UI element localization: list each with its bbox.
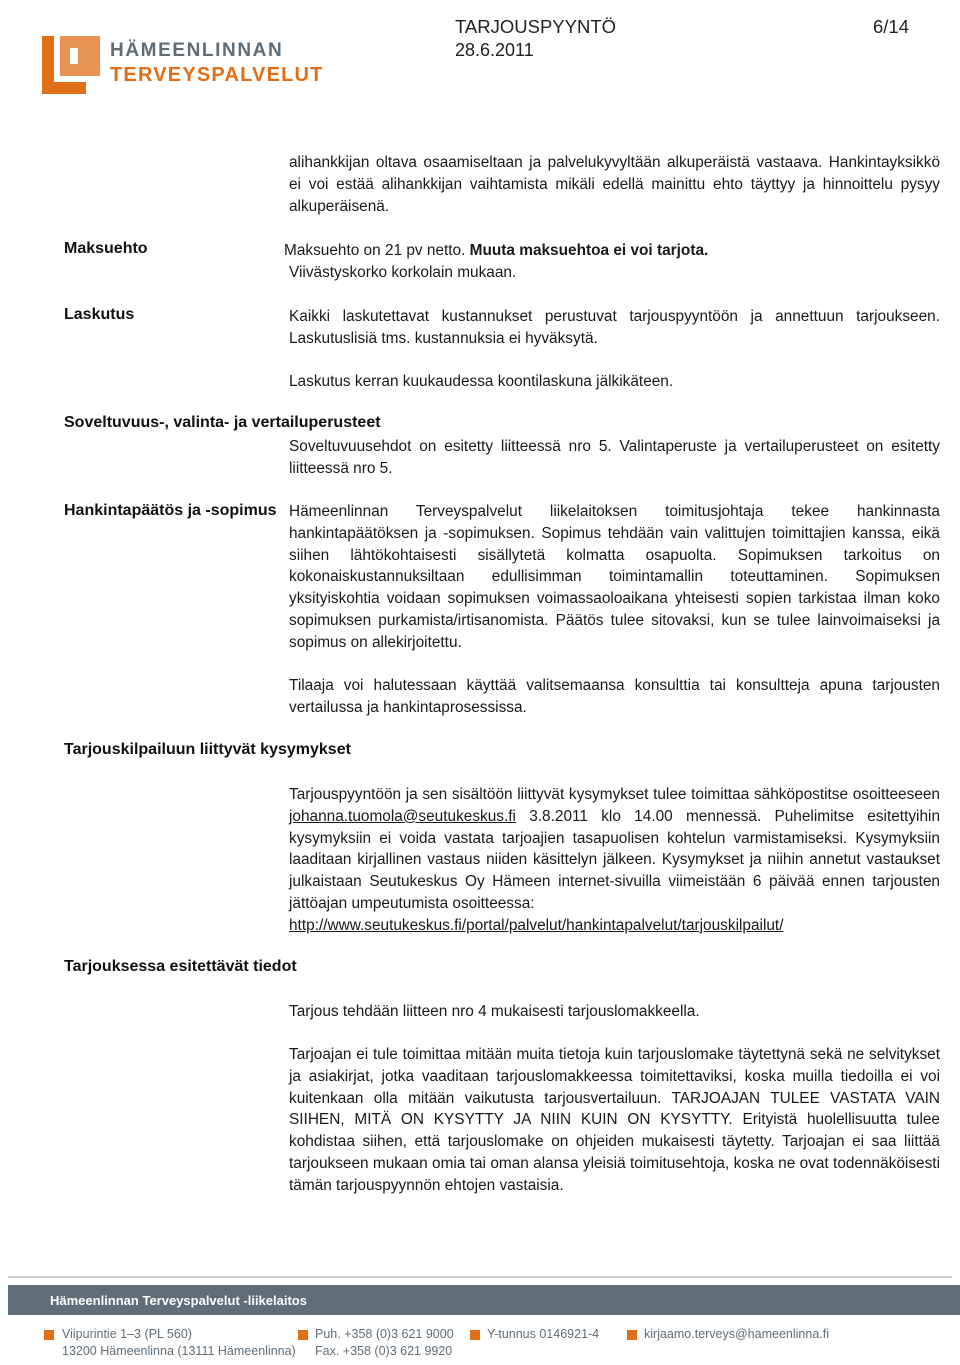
document-date: 28.6.2011 [455, 40, 534, 60]
seutukeskus-url-link[interactable]: http://www.seutukeskus.fi/portal/palvelut/hankintapalvelut/tarjouskilpailut/ [289, 916, 784, 934]
logo-icon [40, 34, 102, 96]
logo-text-line2: TERVEYSPALVELUT [110, 64, 324, 86]
footer-ytunnus: Y-tunnus 0146921-4 [487, 1327, 600, 1341]
contact-email-link[interactable]: johanna.tuomola@seutukeskus.fi [289, 807, 516, 825]
maksuehto-text2: Viivästyskorko korkolain mukaan. [289, 264, 517, 281]
hankintapaatos-paragraph1: Hämeenlinnan Terveyspalvelut liikelaitoksen toimitusjohtaja tekee hankinnasta hankintapäätöksen ja -sopimuksen. Sopimus tehdään vain valittujen toimittajien kanssa, eikä siihen lähtökohtaisesti sisällytetä kolmatta osapuolta. Sopimuksen tarkoitus on kokonaiskustannuksiltaan edullisimman toimintamallin toteuttaminen. Sopimuksen yksityiskohtia voidaan sopimuksen voimassaoloaikana yhteisesti sopien tarkistaa ilman koko sopimuksen purkamista/irtisanomista. Päätös tulee sitovaksi, kun se tulee lainvoimaiseksi ja sopimus on allekirjoitettu. [289, 503, 940, 651]
soveltuvuus-paragraph: Soveltuvuusehdot on esitetty liitteessä nro 5. Valintaperuste ja vertailuperusteet on esitetty liitteessä nro 5. [289, 438, 940, 477]
logo-text-line1: HÄMEENLINNAN [110, 40, 284, 61]
footer-email[interactable]: kirjaamo.terveys@hameenlinna.fi [644, 1327, 829, 1341]
section-label-maksuehto: Maksuehto [64, 240, 148, 257]
intro-paragraph: alihankkijan oltava osaamiseltaan ja palvelukyvyltään alkuperäistä vastaava. Hankintayksikkö ei voi estää alihankkijan vaihtamista mikäli edellä mainittu ehto täyttyy ja hinnoittelu pysyy alkuperäisenä. [289, 154, 940, 215]
section-label-soveltuvuus: Soveltuvuus-, valinta- ja vertailuperusteet [64, 414, 381, 431]
footer-phone: Puh. +358 (0)3 621 9000 [315, 1327, 454, 1341]
laskutus-paragraph1: Kaikki laskutettavat kustannukset perustuvat tarjouspyyntöön ja annettuun tarjoukseen. Laskutuslisiä tms. kustannuksia ei hyväksytä. [289, 308, 940, 347]
phone-bullet-icon [298, 1330, 308, 1340]
section-label-tiedot: Tarjouksessa esitettävät tiedot [64, 958, 297, 975]
hankintapaatos-paragraph2: Tilaaja voi halutessaan käyttää valitsemaansa konsulttia tai konsultteja apuna tarjousten vertailussa ja hankintaprosessissa. [289, 677, 940, 716]
email-bullet-icon [627, 1330, 637, 1340]
kysymykset-paragraph: Tarjouspyyntöön ja sen sisältöön liittyvät kysymykset tulee toimittaa sähköpostitse osoitteeseen johanna.tuomola@seutukeskus.fi 3.8.2011 klo 14.00 mennessä. Puhelimitse esitettyihin kysymyksiin ei voida vastata tarjoajien tasapuolisen kohtelun varmistamiseksi. Kysymyksiin laaditaan kirjallinen vastaus niiden käsittelyn jälkeen. Kysymykset ja niihin annetut vastaukset julkaistaan Seutukeskus Oy Hämeen internet-sivuilla viimeistään 6 päivää ennen tarjousten jättöajan umpeutumista osoitteessa: http://www.seutukeskus.fi/portal/palvelut/hankintapalvelut/tarjouskilpailut/ [289, 786, 941, 934]
footer-address2: 13200 Hämeenlinna (13111 Hämeenlinna) [62, 1344, 296, 1358]
section-label-kysymykset: Tarjouskilpailuun liittyvät kysymykset [64, 741, 351, 758]
tiedot-paragraph2: Tarjoajan ei tule toimittaa mitään muita tietoja kuin tarjouslomake täytettynä sekä ne selvitykset ja asiakirjat, jotka vaaditaan tarjouslomakkeessa toimitettaviksi, koska muilla tiedoilla ei voi kuitenkaan olla mitään vaikutusta tarjousvertailuun. TARJOAJAN TULEE VASTATA VAIN SIIHEN, MITÄ ON KYSYTTY JA NIIN KUIN ON KYSYTTY. Erityistä huolellisuutta tulee kohdistaa siihen, että tarjouslomake on ohjeiden mukaisesti täytetty. Tarjoajan ei saa liittää tarjoukseen mukaan omia tai oman alansa yleisiä toimitusehtoja, koska ne ovat todennäköisesti tämän tarjouspyynnön ehtojen vastaisia. [289, 1046, 940, 1194]
tiedot-paragraph1: Tarjous tehdään liitteen nro 4 mukaisesti tarjouslomakkeella. [289, 1003, 700, 1020]
maksuehto-bold-text: Muuta maksuehtoa ei voi tarjota. [469, 242, 709, 259]
footer-org-name: Hämeenlinnan Terveyspalvelut -liikelaitos [50, 1293, 307, 1308]
address-bullet-icon [44, 1330, 54, 1340]
section-label-hankintapaatos: Hankintapäätös ja -sopimus [64, 502, 277, 519]
ytunnus-bullet-icon [470, 1330, 480, 1340]
laskutus-paragraph2: Laskutus kerran kuukaudessa koontilaskuna jälkikäteen. [289, 373, 674, 390]
footer-address1: Viipurintie 1–3 (PL 560) [62, 1327, 192, 1341]
page-number: 6/14 [873, 16, 910, 37]
footer-fax: Fax. +358 (0)3 621 9920 [315, 1344, 453, 1358]
document-title: TARJOUSPYYNTÖ [455, 16, 617, 37]
section-label-laskutus: Laskutus [64, 306, 135, 323]
maksuehto-text: Maksuehto on 21 pv netto. Muuta maksuehtoa ei voi tarjota. [284, 242, 709, 259]
footer-divider [8, 1276, 952, 1278]
